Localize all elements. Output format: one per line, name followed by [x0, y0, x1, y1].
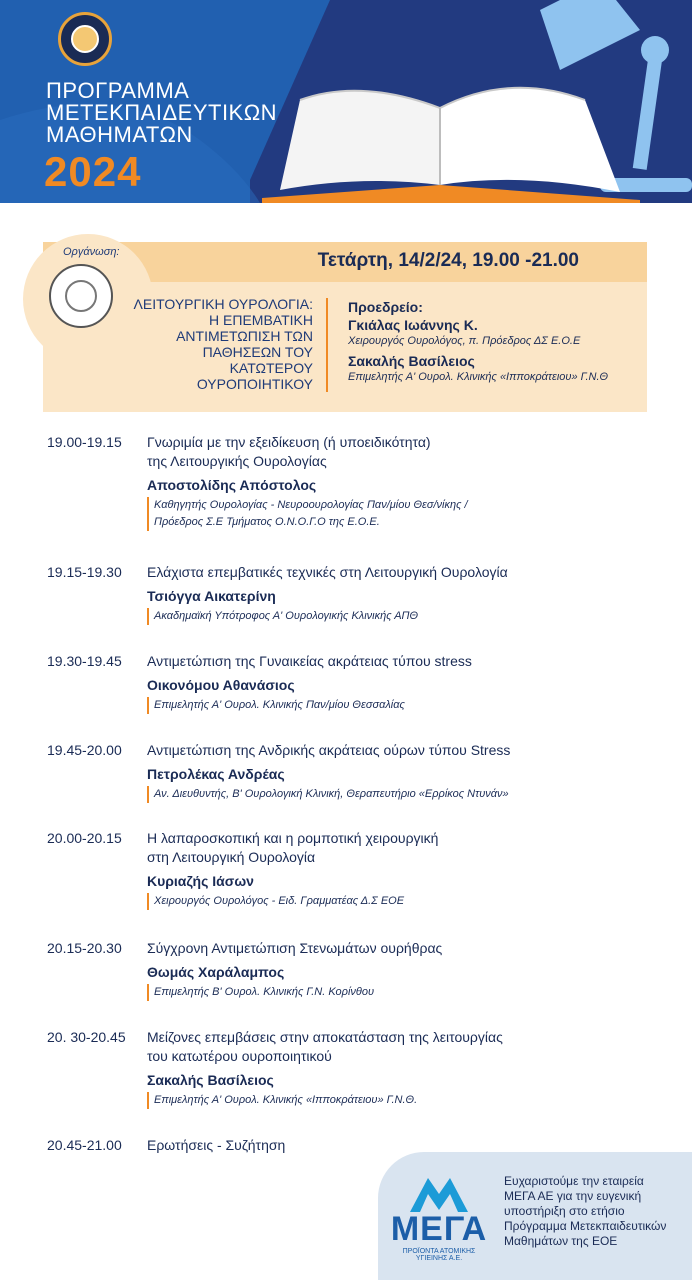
divider: [326, 298, 328, 392]
thanks-line: Ευχαριστούμε την εταιρεία: [504, 1174, 644, 1188]
session-item: [47, 433, 647, 563]
session-time: 19.30-19.45: [47, 653, 122, 669]
affiliation-line: Επιμελητής Α' Ουρολ. Κλινικής Παν/μίου Θεσσαλίας: [154, 699, 405, 711]
header-banner: [0, 0, 692, 203]
sponsor-brand: ΜΕΓΑ: [390, 1210, 488, 1248]
session-title: Ελάχιστα επεμβατικές τεχνικές στη Λειτουργική Ουρολογία: [147, 564, 508, 580]
event-topic: [123, 296, 313, 392]
session-affiliation: [147, 697, 647, 714]
session-title: Αντιμετώπιση της Γυναικείας ακράτειας τύπου stress: [147, 653, 472, 669]
board-member-name: Γκιάλας Ιωάννης Κ.: [348, 317, 478, 333]
session-affiliation: [147, 786, 647, 803]
session-time: 20.15-20.30: [47, 940, 122, 956]
program-title-line: ΜΑΘΗΜΑΤΩΝ: [46, 122, 193, 147]
session-affiliation: [147, 893, 647, 910]
affiliation-line: Αν. Διευθυντής, Β' Ουρολογική Κλινική, Θεραπευτήριο «Ερρίκος Ντυνάν»: [154, 788, 509, 800]
session-speaker: Κυριαζής Ιάσων: [147, 873, 254, 889]
thanks-line: ΜΕΓΑ ΑΕ για την ευγενική: [504, 1189, 642, 1203]
session-time: 19.15-19.30: [47, 564, 122, 580]
session-affiliation: [147, 608, 647, 625]
board-title: Προεδρείο:: [348, 299, 423, 315]
thanks-line: Πρόγραμμα Μετεκπαιδευτικών: [504, 1219, 667, 1233]
session-time: 19.00-19.15: [47, 434, 122, 450]
sponsor-logo: [388, 1172, 490, 1262]
session-affiliation: [147, 497, 647, 531]
topic-line: ΟΥΡΟΠΟΙΗΤΙΚΟΥ: [196, 376, 313, 392]
affiliation-line: Ακαδημαϊκή Υπότροφος Α' Ουρολογικής Κλινικής ΑΠΘ: [154, 610, 419, 622]
session-item: [47, 563, 647, 652]
affiliation-line: Επιμελητής Β' Ουρολ. Κλινικής Γ.Ν. Κορίνθου: [154, 986, 375, 998]
session-item: [47, 741, 647, 829]
session-item: [47, 939, 647, 1028]
society-logo-icon: [58, 12, 112, 66]
topic-line: ΠΑΘΗΣΕΩΝ ΤΟΥ ΚΑΤΩΤΕΡΟΥ: [202, 344, 313, 376]
session-title: του κατωτέρου ουροποιητικού: [147, 1048, 332, 1064]
thanks-line: υποστήριξη στο ετήσιο: [504, 1204, 625, 1218]
program-title: [46, 80, 306, 146]
session-time: 20.00-20.15: [47, 830, 122, 846]
affiliation-line: Καθηγητής Ουρολογίας - Νευροουρολογίας Παν/μίου Θεσ/νίκης /: [154, 499, 468, 511]
session-title: Ερωτήσεις - Συζήτηση: [147, 1137, 286, 1153]
topic-line: ΛΕΙΤΟΥΡΓΙΚΗ ΟΥΡΟΛΟΓΙΑ:: [133, 296, 313, 312]
organizer-logo-icon: [49, 264, 113, 328]
event-info-panel: [43, 242, 647, 412]
session-item: [47, 1028, 647, 1136]
session-speaker: Θωμάς Χαράλαμπος: [147, 964, 285, 980]
session-title: της Λειτουργικής Ουρολογίας: [147, 453, 327, 469]
session-time: 19.45-20.00: [47, 742, 122, 758]
session-time: 20. 30-20.45: [47, 1029, 126, 1045]
sessions-list: [47, 433, 647, 1160]
session-speaker: Τσιόγγα Αικατερίνη: [147, 588, 276, 604]
topic-line: ΑΝΤΙΜΕΤΩΠΙΣΗ ΤΩΝ: [176, 328, 313, 344]
session-title: Αντιμετώπιση της Ανδρικής ακράτειας ούρων τύπου Stress: [147, 742, 511, 758]
session-speaker: Αποστολίδης Απόστολος: [147, 477, 317, 493]
session-title: στη Λειτουργική Ουρολογία: [147, 849, 316, 865]
affiliation-line: Πρόεδρος Σ.Ε Τμήματος Ο.Ν.Ο.Γ.Ο της Ε.Ο.Ε.: [154, 516, 380, 528]
affiliation-line: Επιμελητής Α' Ουρολ. Κλινικής «Ιπποκράτειου» Γ.Ν.Θ.: [154, 1094, 418, 1106]
session-affiliation: [147, 1092, 647, 1109]
session-title: Σύγχρονη Αντιμετώπιση Στενωμάτων ουρήθρας: [147, 940, 443, 956]
session-title: Γνωριμία με την εξειδίκευση (ή υποειδικότητα): [147, 434, 431, 450]
session-speaker: Οικονόμου Αθανάσιος: [147, 677, 295, 693]
affiliation-line: Χειρουργός Ουρολόγος - Ειδ. Γραμματέας Δ.Σ ΕΟΕ: [154, 895, 405, 907]
session-item: [47, 652, 647, 741]
board-member-role: Χειρουργός Ουρολόγος, π. Πρόεδρος ΔΣ Ε.Ο.Ε: [348, 335, 581, 347]
session-title: Η λαπαροσκοπική και η ρομποτική χειρουργική: [147, 830, 439, 846]
session-speaker: Σακαλής Βασίλειος: [147, 1072, 274, 1088]
session-item: [47, 829, 647, 939]
topic-line: Η ΕΠΕΜΒΑΤΙΚΗ: [209, 312, 313, 328]
board-member-name: Σακαλής Βασίλειος: [348, 353, 475, 369]
program-title-line: ΠΡΟΓΡΑΜΜΑ: [46, 78, 190, 103]
board-section: [348, 298, 648, 388]
session-speaker: Πετρολέκας Ανδρέας: [147, 766, 285, 782]
board-member-role: Επιμελητής Α' Ουρολ. Κλινικής «Ιπποκράτειου» Γ.Ν.Θ: [348, 371, 609, 383]
program-title-line: ΜΕΤΕΚΠΑΙΔΕΥΤΙΚΩΝ: [46, 100, 278, 125]
event-date: Τετάρτη, 14/2/24, 19.00 -21.00: [317, 250, 579, 271]
sponsor-thanks: [504, 1174, 684, 1249]
thanks-line: Μαθημάτων της ΕΟΕ: [504, 1234, 618, 1248]
organizer-label: Οργάνωση:: [63, 246, 120, 258]
session-affiliation: [147, 984, 647, 1001]
sponsor-tagline: ΠΡΟΪΟΝΤΑ ΑΤΟΜΙΚΗΣ ΥΓΙΕΙΝΗΣ Α.Ε.: [402, 1248, 476, 1262]
session-title: Μείζονες επεμβάσεις στην αποκατάσταση της λειτουργίας: [147, 1029, 503, 1045]
session-time: 20.45-21.00: [47, 1137, 122, 1153]
program-year: 2024: [44, 148, 142, 195]
